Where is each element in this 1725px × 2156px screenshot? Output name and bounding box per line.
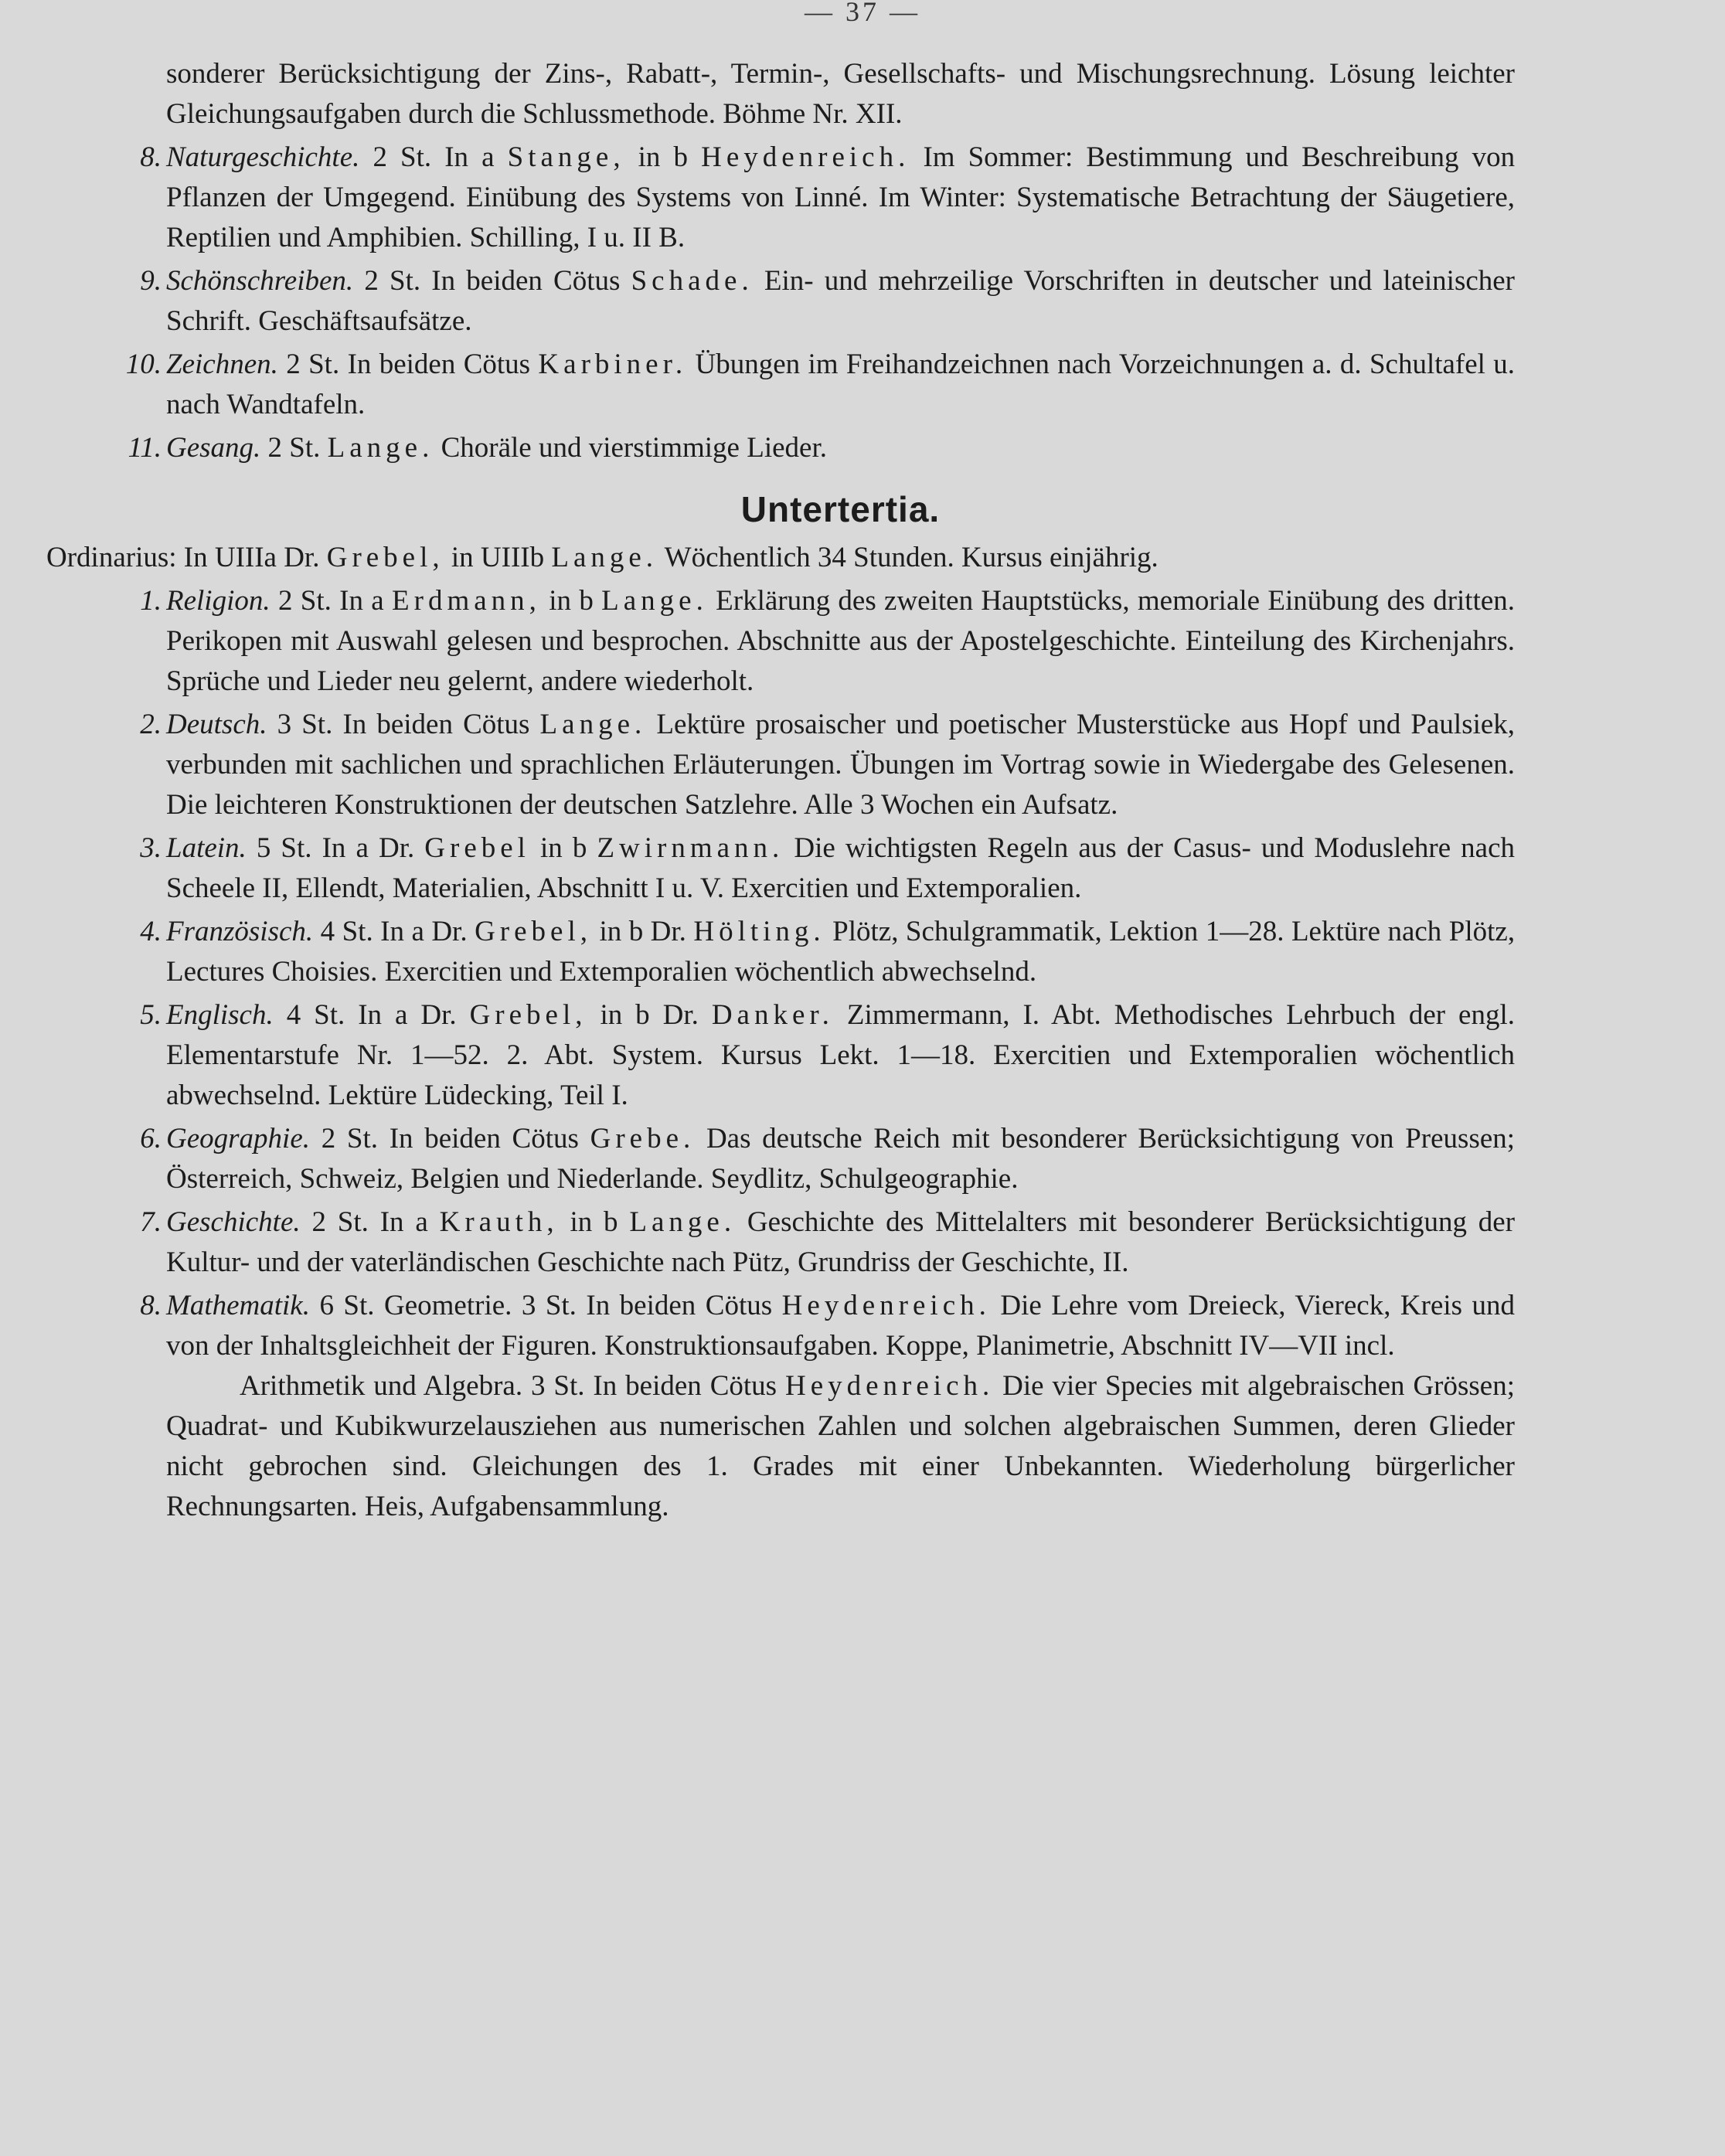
item-hours: 2 St. — [286, 349, 340, 380]
item-teacher-a: Heydenreich. — [781, 1290, 991, 1321]
item-teacher-a: Karbiner. — [538, 349, 688, 380]
item-hours: 2 St. — [373, 141, 432, 173]
item-number: 2. — [140, 709, 162, 740]
item-teacher-b: Lange. — [601, 585, 708, 617]
item-text-a: In beiden Cötus — [389, 1123, 579, 1155]
item-teacher-b: Lange. — [629, 1206, 737, 1238]
item-number: 4. — [140, 916, 162, 947]
item-text-b: in b — [540, 832, 587, 864]
item-number: 7. — [140, 1206, 162, 1238]
item-text-a: In a — [444, 141, 495, 173]
item-text-a: Geometrie. 3 St. In beiden Cötus — [384, 1290, 773, 1321]
item-text-a: In beiden Cötus — [342, 709, 530, 740]
ordinarius-line — [46, 538, 1515, 578]
item-text-a: In a Dr. — [358, 999, 457, 1031]
arithmetik-paragraph — [166, 1366, 1515, 1527]
item-hours: 2 St. — [267, 432, 321, 464]
item-teacher-b: Heydenreich. — [701, 141, 910, 173]
item-body: Das deutsche Reich mit besonderer Berücksichtigung von Preussen; Österreich, Schweiz, Belgien und Niederlande. Seydlitz, Schulgeographie. — [166, 1123, 1516, 1195]
item-number: 5. — [140, 999, 162, 1031]
item-teacher-a: Grebel — [424, 832, 530, 864]
item-teacher-a: Erdmann, — [392, 585, 541, 617]
item-number: 10. — [125, 349, 162, 380]
item-teacher-a: Krauth, — [439, 1206, 559, 1238]
item-number: 6. — [140, 1123, 162, 1155]
item-number: 1. — [140, 585, 162, 617]
item-hours: 5 St. — [256, 832, 312, 864]
item-text-a: In a — [339, 585, 384, 617]
list-item — [140, 138, 1516, 258]
item-hours: 6 St. — [319, 1290, 375, 1321]
item-number: 3. — [140, 832, 162, 864]
item-body: Lektüre prosaischer und poetischer Musterstücke aus Hopf und Paulsiek, verbunden mit sachlichen und sprachlichen Erläuterungen. Übungen im Vortrag sowie in Wiedergabe des Gelesenen. Die leichteren Konstruktionen der deutschen Satzlehre. Alle 3 Wochen ein Aufsatz. — [166, 709, 1516, 821]
item-text-a: In beiden Cötus — [431, 265, 621, 297]
item-body: Zimmermann, I. Abt. Methodisches Lehrbuch der engl. Elementarstufe Nr. 1—52. 2. Abt. System. Kursus Lekt. 1—18. Exercitien und Extemporalien wöchentlich abwechselnd. Lektüre Lüdecking, Teil I. — [166, 999, 1516, 1111]
item-hours: 2 St. — [321, 1123, 379, 1155]
list-item — [140, 581, 1516, 702]
item-teacher-b: Danker. — [711, 999, 834, 1031]
item-body: Die wichtigsten Regeln aus der Casus- und Moduslehre nach Scheele II, Ellendt, Materialien, Abschnitt I u. V. Exercitien und Extemporalien. — [166, 832, 1516, 904]
ordinarius-text-b: in UIIIb — [451, 542, 545, 573]
list-item — [140, 828, 1516, 909]
item-subject: Deutsch. — [166, 709, 267, 740]
item-subject: Naturgeschichte. — [166, 141, 360, 173]
item-teacher-b: Zwirnmann. — [597, 832, 784, 864]
ordinarius-teacher-a: Grebel, — [326, 542, 444, 573]
item-number: 8. — [140, 141, 162, 173]
item-teacher-a: Schade. — [631, 265, 754, 297]
list-item — [140, 995, 1516, 1116]
item-hours: 4 St. — [286, 999, 345, 1031]
item-body: Im Sommer: Bestimmung und Beschreibung von Pflanzen der Umgegend. Einübung des Systems von Linné. Im Winter: Systematische Betrachtung der Säugetiere, Reptilien und Amphibien. Schilling, I u. II B. — [166, 141, 1516, 253]
item-body: Choräle und vierstimmige Lieder. — [441, 432, 827, 464]
item-teacher-a: Lange. — [539, 709, 647, 740]
item-body: Die Lehre vom Dreieck, Viereck, Kreis und von der Inhaltsgleichheit der Figuren. Konstruktionsaufgaben. Koppe, Planimetrie, Abschnitt IV—VII incl. — [166, 1290, 1516, 1362]
list-item — [140, 1202, 1516, 1283]
list-item — [140, 912, 1516, 992]
item-teacher-a: Lange. — [327, 432, 434, 464]
item-text-b: in b — [638, 141, 689, 173]
list-item — [140, 261, 1516, 342]
item-subject: Religion. — [166, 585, 270, 617]
item-subject: Französisch. — [166, 916, 314, 947]
item-text-b: in b — [549, 585, 594, 617]
item-number: 9. — [140, 265, 162, 297]
item-hours: 2 St. — [277, 585, 332, 617]
page-content — [46, 54, 1516, 1527]
item-text-b: in b — [570, 1206, 618, 1238]
item-text-a: In a Dr. — [380, 916, 468, 947]
item-subject: Latein. — [166, 832, 247, 864]
item-body: Erklärung des zweiten Hauptstücks, memoriale Einübung des dritten. Perikopen mit Auswahl gelesen und besprochen. Abschnitte aus der Apostelgeschichte. Einteilung des Kirchenjahrs. Sprüche und Lieder neu gelernt, andere wiederholt. — [166, 585, 1516, 697]
item-teacher-a: Grebel, — [475, 916, 592, 947]
list-item — [140, 1286, 1516, 1366]
ordinarius-teacher-b: Lange. — [551, 542, 658, 573]
item-hours: 4 St. — [320, 916, 373, 947]
item-body: Plötz, Schulgrammatik, Lektion 1—28. Lektüre nach Plötz, Lectures Choisies. Exercitien und Extemporalien wöchentlich abwechselnd. — [166, 916, 1516, 988]
item-text-a: In beiden Cötus — [347, 349, 531, 380]
arithmetik-teacher: Heydenreich. — [784, 1370, 995, 1402]
continuation-paragraph: sonderer Berücksichtigung der Zins-, Rabatt-, Termin-, Gesellschafts- und Mischungsrechnung. Lösung leichter Gleichungsaufgaben durch die Schlussmethode. Böhme Nr. XII. — [166, 58, 1515, 130]
item-number: 11. — [128, 432, 162, 464]
item-subject: Geographie. — [166, 1123, 310, 1155]
item-text-b: in b Dr. — [599, 916, 686, 947]
list-item — [128, 428, 1515, 468]
item-body: Geschichte des Mittelalters mit besonderer Berücksichtigung der Kultur- und der vaterländischen Geschichte nach Pütz, Grundriss der Geschichte, II. — [166, 1206, 1516, 1278]
page-number: — 37 — — [805, 0, 920, 27]
item-hours: 3 St. — [277, 709, 333, 740]
list-item — [140, 705, 1516, 825]
arithmetik-body: Die vier Species mit algebraischen Grössen; Quadrat- und Kubikwurzelausziehen aus numerischen Zahlen und solchen algebraischen Summen, deren Glieder nicht gebrochen sind. Gleichungen des 1. Grades mit einer Unbekannten. Wiederholung bürgerlicher Rechnungsarten. Heis, Aufgabensammlung. — [166, 1370, 1515, 1522]
ordinarius-label: Ordinarius: — [46, 542, 177, 573]
item-body: Ein- und mehrzeilige Vorschriften in deutscher und lateinischer Schrift. Geschäftsaufsätze. — [166, 265, 1516, 337]
item-teacher-a: Grebel, — [469, 999, 587, 1031]
item-teacher-a: Stange, — [507, 141, 625, 173]
item-number: 8. — [140, 1290, 162, 1321]
item-subject: Schönschreiben. — [166, 265, 354, 297]
section-heading: Untertertia. — [740, 489, 941, 529]
item-subject: Mathematik. — [166, 1290, 310, 1321]
item-text-b: in b Dr. — [600, 999, 699, 1031]
item-subject: Englisch. — [166, 999, 274, 1031]
item-text-a: In a — [379, 1206, 428, 1238]
item-subject: Gesang. — [166, 432, 261, 464]
item-text-a: In a Dr. — [322, 832, 415, 864]
arithmetik-text-a: Arithmetik und Algebra. 3 St. In beiden Cötus — [240, 1370, 777, 1402]
item-teacher-b: Hölting. — [693, 916, 825, 947]
item-body: Übungen im Freihandzeichnen nach Vorzeichnungen a. d. Schultafel u. nach Wandtafeln. — [166, 349, 1516, 420]
item-teacher-a: Grebe. — [590, 1123, 696, 1155]
list-item — [125, 345, 1516, 425]
ordinarius-text-a: In UIIIa Dr. — [183, 542, 320, 573]
item-subject: Geschichte. — [166, 1206, 301, 1238]
item-hours: 2 St. — [311, 1206, 369, 1238]
item-subject: Zeichnen. — [166, 349, 278, 380]
list-item — [140, 1119, 1516, 1199]
ordinarius-rest: Wöchentlich 34 Stunden. Kursus einjährig. — [664, 542, 1159, 573]
item-hours: 2 St. — [364, 265, 421, 297]
